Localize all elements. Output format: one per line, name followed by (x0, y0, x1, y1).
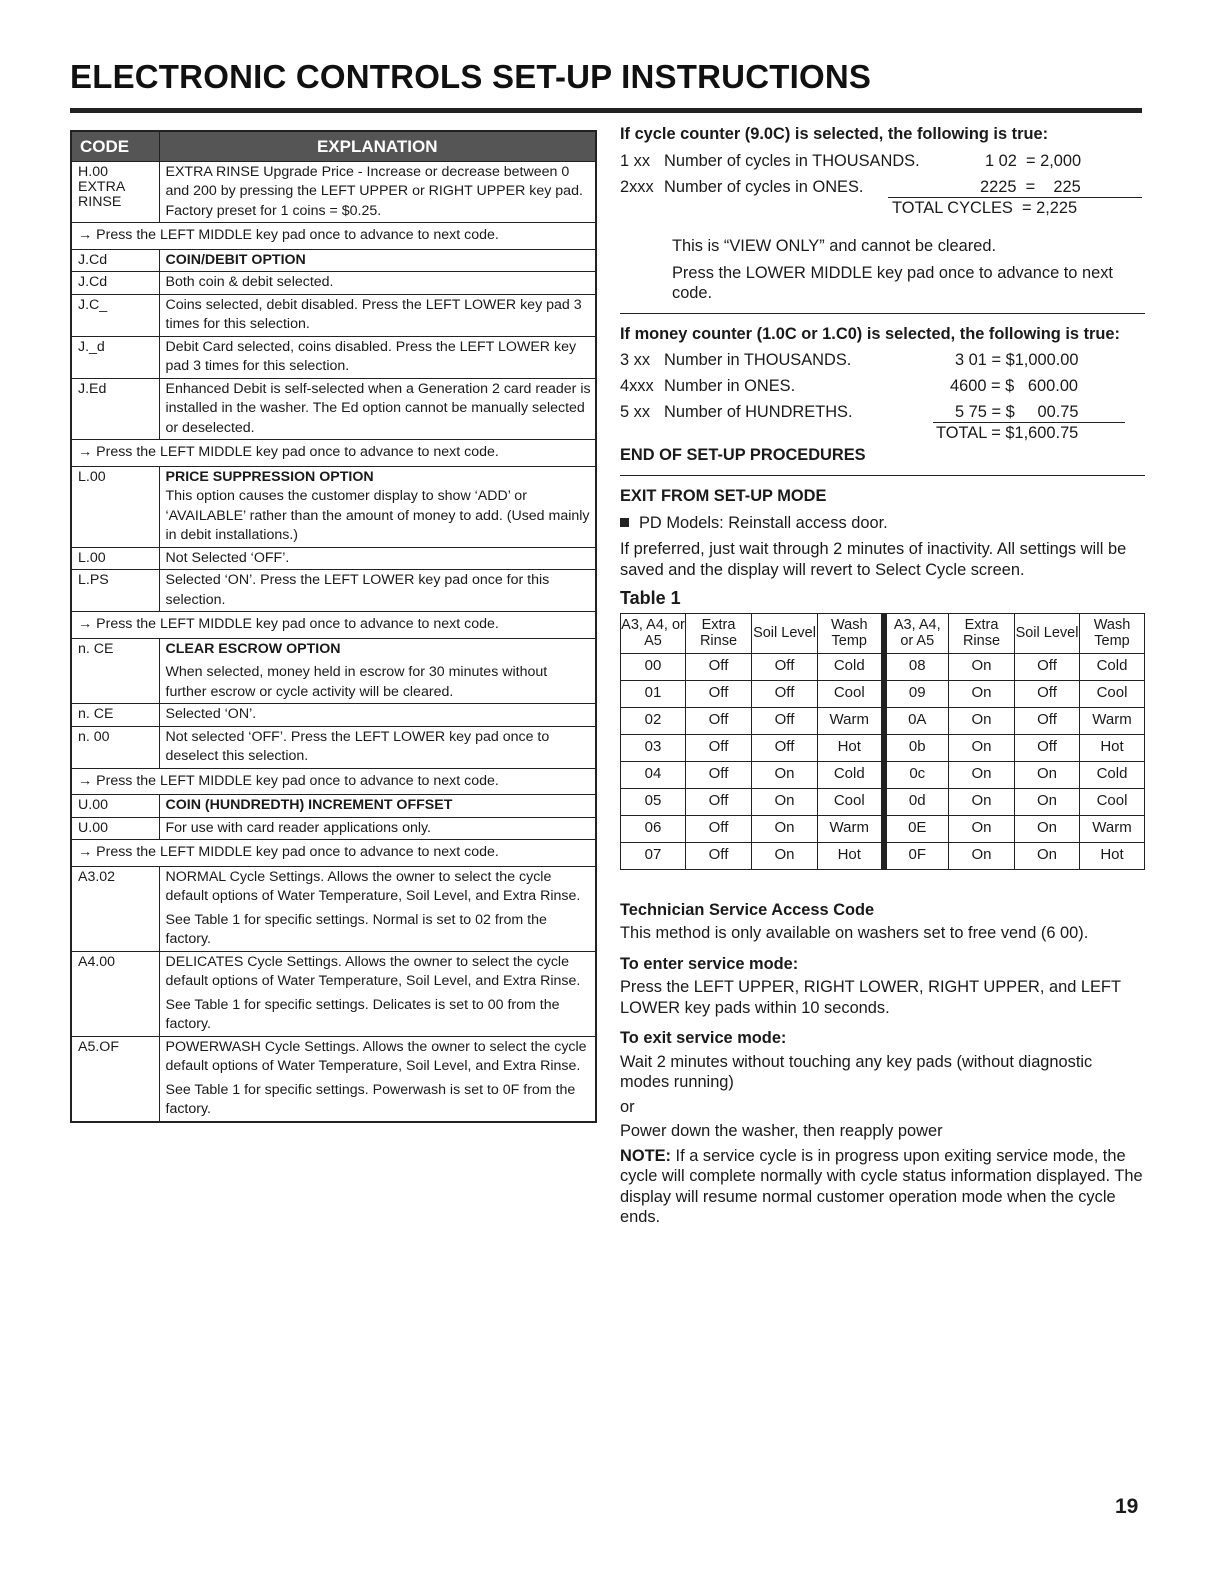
counter-calc: 2225 = 225 (980, 177, 1081, 196)
tech-section (620, 900, 1145, 1228)
settings-cell: On (949, 788, 1015, 815)
settings-cell: On (752, 788, 818, 815)
settings-cell: Off (752, 734, 818, 761)
settings-row (621, 842, 1145, 869)
table-row (71, 638, 596, 704)
note-text: If a service cycle is in progress upon exiting service mode, the cycle will complete normally with cycle status information displayed. The display will resume normal customer operation mode when the cycle ends. (620, 1146, 1143, 1226)
code-cell: U.00 (71, 817, 159, 840)
settings-cell: Off (752, 680, 818, 707)
cycle-notes (620, 236, 1145, 304)
table-row (71, 249, 596, 272)
settings-cell: Off (686, 653, 752, 680)
cycle-settings-text: NORMAL Cycle Settings. Allows the owner to select the cycle default options of Water Temperature, Soil Level, and Extra Rinse. (165, 868, 581, 904)
settings-table-header (621, 613, 1145, 653)
advance-note: → Press the LEFT MIDDLE key pad once to advance to next code. (71, 768, 596, 795)
counter-label: Number of cycles in THOUSANDS. (664, 151, 920, 170)
settings-cell: On (1015, 788, 1080, 815)
cycle-settings-text: POWERWASH Cycle Settings. Allows the owner to select the cycle default options of Water Temperature, Soil Level, and Extra Rinse. (165, 1038, 587, 1074)
cycle-total-row (620, 198, 1145, 226)
table-row (71, 817, 596, 840)
settings-cell: On (949, 653, 1015, 680)
advance-note: → Press the LEFT MIDDLE key pad once to advance to next code. (71, 840, 596, 867)
table-row (71, 378, 596, 440)
settings-cell: On (752, 842, 818, 869)
page-title: ELECTRONIC CONTROLS SET-UP INSTRUCTIONS (70, 58, 872, 95)
counter-label: Number of HUNDRETHS. (664, 402, 853, 421)
counter-code: 1 xx (620, 151, 651, 170)
cycle-settings-text: DELICATES Cycle Settings. Allows the owner to select the cycle default options of Water Temperature, Soil Level, and Extra Rinse. (165, 953, 581, 989)
settings-cell: 06 (621, 815, 686, 842)
code-header: CODE (71, 131, 159, 161)
settings-cell: Cool (1080, 788, 1145, 815)
explanation-cell: Selected ‘ON’. (159, 704, 596, 727)
settings-cell: 07 (621, 842, 686, 869)
settings-cell: Cold (818, 761, 884, 788)
advance-note: → Press the LEFT MIDDLE key pad once to advance to next code. (71, 612, 596, 639)
settings-cell: Warm (818, 815, 884, 842)
section-title: CLEAR ESCROW OPTION (165, 640, 341, 657)
section-description: When selected, money held in escrow for 30 minutes without further escrow or cycle activity will be cleared. (165, 664, 548, 700)
note-paragraph (620, 1146, 1145, 1228)
cycle-counter-row (620, 151, 1145, 177)
exit-bullet-text: PD Models: Reinstall access door. (639, 513, 888, 532)
counter-code: 5 xx (620, 402, 651, 421)
advance-note: → Press the LEFT MIDDLE key pad once to advance to next code. (71, 223, 596, 250)
settings-cell: Hot (1080, 842, 1145, 869)
cycle-total: TOTAL CYCLES = 2,225 (892, 199, 1078, 217)
settings-cell: 09 (884, 680, 949, 707)
settings-cell: 0b (884, 734, 949, 761)
settings-cell: Off (686, 788, 752, 815)
settings-cell: Off (686, 707, 752, 734)
settings-cell: On (949, 842, 1015, 869)
exit-bullet (620, 513, 1145, 534)
power-text: Power down the washer, then reapply power (620, 1122, 943, 1140)
table-row (71, 272, 596, 295)
code-table-header (71, 131, 596, 161)
settings-cell: Warm (1080, 707, 1145, 734)
settings-cell: 0A (884, 707, 949, 734)
code-cell: n. CE (71, 704, 159, 727)
settings-cell: On (752, 815, 818, 842)
settings-cell: Hot (818, 842, 884, 869)
counter-calc: 4600 = $ 600.00 (950, 376, 1079, 395)
view-only-note: This is “VIEW ONLY” and cannot be cleared. (672, 237, 997, 255)
settings-cell: Off (686, 842, 752, 869)
section-title: COIN (HUNDREDTH) INCREMENT OFFSET (159, 795, 596, 818)
explanation-cell (159, 951, 596, 1036)
settings-cell: Off (1015, 734, 1080, 761)
right-column (620, 124, 1145, 1228)
code-cell: L.00 (71, 466, 159, 547)
table-row (71, 726, 596, 768)
code-cell: J.Cd (71, 249, 159, 272)
money-total: TOTAL = $1,600.75 (936, 424, 1079, 442)
settings-cell: 08 (884, 653, 949, 680)
table-row (71, 336, 596, 378)
code-line: H.00 (78, 163, 108, 180)
explanation-cell: Debit Card selected, coins disabled. Press the LEFT LOWER key pad 3 times for this selection. (159, 336, 596, 378)
settings-cell: Off (1015, 680, 1080, 707)
settings-cell: On (1015, 815, 1080, 842)
title-rule (70, 108, 1142, 113)
settings-row (621, 761, 1145, 788)
settings-cell: Cool (1080, 680, 1145, 707)
explanation-cell: Coins selected, debit disabled. Press the LEFT LOWER key pad 3 times for this selection. (159, 294, 596, 336)
explanation-cell: EXTRA RINSE Upgrade Price - Increase or decrease between 0 and 200 by pressing the LEFT UPPER or RIGHT UPPER key pad. Factory preset for 1 coins = $0.25. (159, 161, 596, 223)
settings-cell: On (1015, 842, 1080, 869)
cycle-settings-note: See Table 1 for specific settings. Delicates is set to 00 from the factory. (165, 996, 560, 1032)
settings-cell: Cold (1080, 761, 1145, 788)
table-row (71, 466, 596, 547)
settings-cell: On (949, 707, 1015, 734)
explanation-cell (159, 866, 596, 951)
settings-cell: Off (752, 653, 818, 680)
code-cell (71, 161, 159, 223)
square-bullet-icon (620, 518, 629, 527)
settings-cell: Cool (818, 788, 884, 815)
exit-service-heading: To exit service mode: (620, 1029, 787, 1047)
tech-heading: Technician Service Access Code (620, 900, 875, 919)
counter-calc: 1 02 = 2,000 (985, 151, 1082, 170)
cycle-settings-note: See Table 1 for specific settings. Normal is set to 02 from the factory. (165, 911, 547, 947)
settings-cell: Off (686, 761, 752, 788)
section-description: This option causes the customer display to show ‘ADD’ or ‘AVAILABLE’ rather than the amount of money to add. (Used mainly in debit installations.) (165, 488, 590, 543)
counter-label: Number in ONES. (664, 376, 796, 395)
code-line: EXTRA (78, 178, 126, 195)
settings-row (621, 680, 1145, 707)
section-divider (620, 475, 1145, 477)
code-cell: L.PS (71, 570, 159, 612)
settings-cell: On (1015, 761, 1080, 788)
code-cell: n. CE (71, 638, 159, 704)
table1-title: Table 1 (620, 588, 681, 608)
column-header: A3, A4, or A5 (884, 613, 949, 653)
column-header: Soil Level (752, 613, 818, 653)
table-row (71, 570, 596, 612)
settings-cell: Hot (1080, 734, 1145, 761)
explanation-cell (159, 638, 596, 704)
column-header: Soil Level (1015, 613, 1080, 653)
explanation-cell: Not selected ‘OFF’. Press the LEFT LOWER key pad once to deselect this selection. (159, 726, 596, 768)
code-table (70, 130, 597, 1123)
explanation-cell: Both coin & debit selected. (159, 272, 596, 295)
code-cell: n. 00 (71, 726, 159, 768)
column-header: Extra Rinse (949, 613, 1015, 653)
code-cell: A4.00 (71, 951, 159, 1036)
settings-cell: Off (1015, 707, 1080, 734)
section-title: COIN/DEBIT OPTION (159, 249, 596, 272)
section-title: PRICE SUPPRESSION OPTION (165, 468, 374, 485)
code-cell: U.00 (71, 795, 159, 818)
code-cell: J.C_ (71, 294, 159, 336)
counter-code: 3 xx (620, 350, 651, 369)
money-counter-row (620, 350, 1145, 376)
settings-cell: 0F (884, 842, 949, 869)
table-row (71, 294, 596, 336)
note-label: NOTE: (620, 1146, 671, 1165)
settings-cell: 0d (884, 788, 949, 815)
settings-row (621, 734, 1145, 761)
table-row (71, 547, 596, 570)
settings-cell: 05 (621, 788, 686, 815)
explanation-cell: Selected ‘ON’. Press the LEFT LOWER key pad once for this selection. (159, 570, 596, 612)
settings-cell: 0E (884, 815, 949, 842)
settings-cell: Warm (1080, 815, 1145, 842)
code-cell: A5.OF (71, 1036, 159, 1122)
settings-cell: 00 (621, 653, 686, 680)
settings-cell: Hot (818, 734, 884, 761)
settings-cell: On (949, 734, 1015, 761)
explanation-cell: Enhanced Debit is self-selected when a Generation 2 card reader is installed in the washer. The Ed option cannot be manually selected or deselected. (159, 378, 596, 440)
settings-cell: On (949, 761, 1015, 788)
table-row (71, 866, 596, 951)
exit-heading: EXIT FROM SET-UP MODE (620, 487, 827, 505)
cycle-settings-note: See Table 1 for specific settings. Powerwash is set to 0F from the factory. (165, 1081, 576, 1117)
table-row (71, 161, 596, 223)
advance-row (71, 612, 596, 639)
exit-text: If preferred, just wait through 2 minutes of inactivity. All settings will be saved and the display will revert to Select Cycle screen. (620, 540, 1127, 579)
settings-row (621, 788, 1145, 815)
settings-cell: Off (686, 680, 752, 707)
settings-table (620, 613, 1145, 870)
code-cell: L.00 (71, 547, 159, 570)
explanation-cell (159, 1036, 596, 1122)
table-row (71, 795, 596, 818)
code-cell: J.Cd (71, 272, 159, 295)
explanation-header: EXPLANATION (159, 131, 596, 161)
column-header: A3, A4, or A5 (621, 613, 686, 653)
settings-cell: Cold (818, 653, 884, 680)
counter-code: 2xxx (620, 177, 654, 196)
settings-cell: 03 (621, 734, 686, 761)
enter-service-heading: To enter service mode: (620, 954, 799, 973)
page-number: 19 (1115, 1495, 1139, 1518)
code-cell: J._d (71, 336, 159, 378)
table-row (71, 704, 596, 727)
cycle-counter-heading: If cycle counter (9.0C) is selected, the following is true: (620, 125, 1049, 143)
settings-cell: On (949, 815, 1015, 842)
settings-cell: 02 (621, 707, 686, 734)
settings-cell: 0c (884, 761, 949, 788)
tech-text: This method is only available on washers set to free vend (6 00). (620, 924, 1089, 942)
settings-cell: 04 (621, 761, 686, 788)
column-header: Wash Temp (1080, 613, 1145, 653)
advance-row (71, 768, 596, 795)
advance-instruction: Press the LOWER MIDDLE key pad once to advance to next code. (672, 263, 1113, 302)
settings-cell: On (752, 761, 818, 788)
settings-cell: Off (686, 815, 752, 842)
money-counter-row (620, 376, 1145, 402)
table-row (71, 1036, 596, 1122)
advance-row (71, 223, 596, 250)
explanation-cell: Not Selected ‘OFF’. (159, 547, 596, 570)
end-heading: END OF SET-UP PROCEDURES (620, 446, 866, 464)
settings-table-body (621, 653, 1145, 869)
code-cell: J.Ed (71, 378, 159, 440)
settings-cell: Cold (1080, 653, 1145, 680)
table-row (71, 951, 596, 1036)
counter-calc: 5 75 = $ 00.75 (955, 402, 1079, 421)
explanation-cell: For use with card reader applications only. (159, 817, 596, 840)
settings-row (621, 707, 1145, 734)
money-total-row (620, 423, 1145, 445)
settings-cell: Warm (818, 707, 884, 734)
column-header: Wash Temp (818, 613, 884, 653)
advance-note: → Press the LEFT MIDDLE key pad once to advance to next code. (71, 440, 596, 467)
advance-row (71, 440, 596, 467)
enter-service-text: Press the LEFT UPPER, RIGHT LOWER, RIGHT UPPER, and LEFT LOWER key pads within 10 seconds. (620, 978, 1121, 1017)
advance-row (71, 840, 596, 867)
money-counter-heading: If money counter (1.0C or 1.C0) is selected, the following is true: (620, 325, 1121, 343)
settings-cell: Off (752, 707, 818, 734)
or-text: or (620, 1097, 635, 1116)
settings-row (621, 653, 1145, 680)
settings-cell: Off (1015, 653, 1080, 680)
counter-label: Number in THOUSANDS. (664, 350, 852, 369)
explanation-cell (159, 466, 596, 547)
column-header: Extra Rinse (686, 613, 752, 653)
exit-service-text: Wait 2 minutes without touching any key pads (without diagnostic modes running) (620, 1052, 1093, 1091)
section-divider (620, 313, 1145, 315)
settings-row (621, 815, 1145, 842)
settings-cell: 01 (621, 680, 686, 707)
counter-code: 4xxx (620, 376, 654, 395)
code-cell: A3.02 (71, 866, 159, 951)
settings-cell: On (949, 680, 1015, 707)
counter-label: Number of cycles in ONES. (664, 177, 864, 196)
code-line: RINSE (78, 193, 122, 210)
settings-cell: Cool (818, 680, 884, 707)
settings-cell: Off (686, 734, 752, 761)
counter-calc: 3 01 = $1,000.00 (955, 350, 1079, 369)
